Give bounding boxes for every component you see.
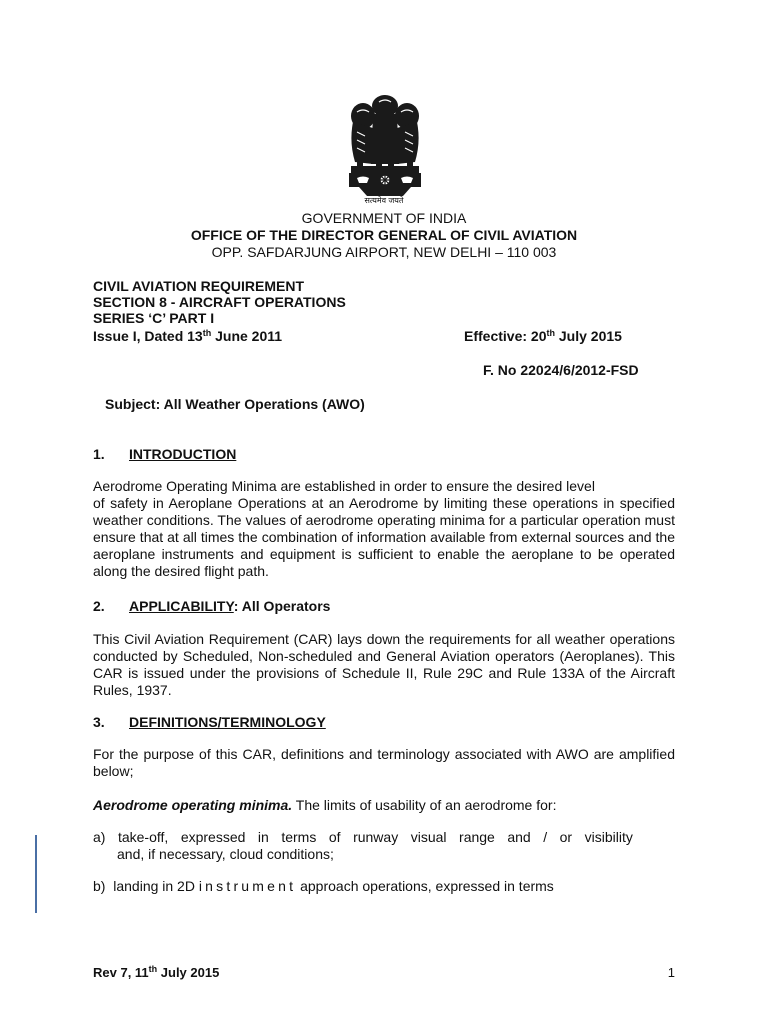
government-title: GOVERNMENT OF INDIA	[301, 210, 467, 226]
list-item-a	[93, 829, 633, 863]
list-item-a-word: runway	[353, 829, 399, 845]
page-number: 1	[667, 965, 675, 980]
section-3-body: For the purpose of this CAR, definitions and terminology associated with AWO are amplified below;	[93, 746, 675, 779]
list-item-b: b) landing in 2D instrument approach operations, expressed in terms	[93, 878, 554, 894]
list-item-a-word: expressed	[180, 829, 246, 845]
list-item-a-word: and	[507, 829, 531, 845]
subject-line: Subject: All Weather Operations (AWO)	[105, 396, 365, 412]
issue-date: Issue I, Dated 13th June 2011	[93, 328, 283, 344]
car-series: SERIES ‘C’ PART I	[93, 310, 215, 326]
list-item-a-first-line	[93, 829, 633, 846]
section-2-heading: 2. APPLICABILITY: All Operators	[93, 598, 331, 614]
section-2-body: This Civil Aviation Requirement (CAR) lays down the requirements for all weather operations conducted by Scheduled, Non-scheduled and General Aviation operators (Aeroplanes). This CAR is issued under the provisions of Schedule II, Rule 29C and Rule 133A of the Aircraft Rules, 1937.	[93, 631, 675, 698]
section-1-body: of safety in Aeroplane Operations at an Aerodrome by limiting these operations in specified weather conditions. The values of aerodrome operating minima for a particular operation must ensure that at all times the combination of information available from external sources and the aeroplane instruments and equipment is sufficient to enable the aeroplane to be operated along the desired flight path.	[93, 495, 675, 579]
office-title: OFFICE OF THE DIRECTOR GENERAL OF CIVIL AVIATION	[190, 227, 578, 243]
definition-aerodrome-minima: Aerodrome operating minima. The limits of usability of an aerodrome for:	[93, 797, 557, 813]
footer-revision: Rev 7, 11th July 2015	[93, 964, 220, 980]
file-number: F. No 22024/6/2012-FSD	[483, 362, 639, 378]
list-item-a-word: /	[543, 829, 548, 845]
state-emblem-icon	[343, 92, 427, 210]
emblem-motto: सत्यमेव जयते	[364, 196, 404, 205]
list-item-a-word: in	[257, 829, 269, 845]
list-item-a-word: range	[459, 829, 495, 845]
section-1-first-line: Aerodrome Operating Minima are established in order to ensure the desired level	[93, 478, 595, 494]
section-1-heading: 1. INTRODUCTION	[93, 446, 237, 462]
section-3-heading: 3. DEFINITIONS/TERMINOLOGY	[93, 714, 326, 730]
list-item-a-word: take-off,	[117, 829, 169, 845]
car-title: CIVIL AVIATION REQUIREMENT	[93, 278, 305, 294]
list-item-a-word: visibility	[584, 829, 633, 845]
car-section: SECTION 8 - AIRCRAFT OPERATIONS	[93, 294, 346, 310]
effective-date: Effective: 20th July 2015	[464, 328, 622, 344]
list-item-a-word: or	[559, 829, 573, 845]
revision-margin-bar	[35, 835, 37, 913]
office-address: OPP. SAFDARJUNG AIRPORT, NEW DELHI – 110 003	[211, 244, 557, 260]
list-item-a-word: terms	[281, 829, 317, 845]
list-item-a-second-line: and, if necessary, cloud conditions;	[117, 846, 334, 862]
list-item-a-word: of	[328, 829, 341, 845]
list-item-a-word: visual	[410, 829, 447, 845]
list-item-a-label: a)	[93, 829, 106, 845]
